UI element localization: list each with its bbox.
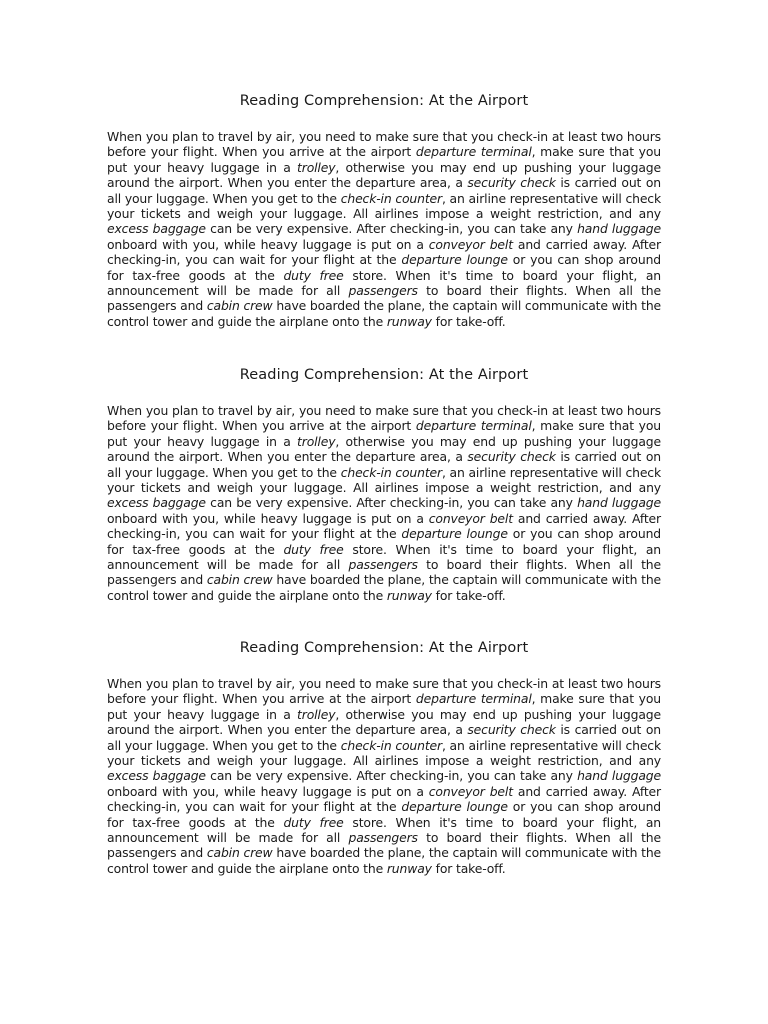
section-paragraph <box>107 129 661 329</box>
key-term: trolley <box>297 433 336 449</box>
key-term: runway <box>386 313 432 329</box>
text-run: can be very expensive. After checking-in, you can take any <box>205 768 578 784</box>
text-run: , make sure that you put your heavy luggage in a <box>107 144 662 175</box>
key-term: conveyor belt <box>428 783 513 799</box>
key-term: runway <box>386 587 432 603</box>
text-run: to board their flights. When all the passengers and <box>107 283 661 314</box>
key-term: security check <box>467 449 556 465</box>
text-run: When you plan to travel by air, you need to make sure that you check-in at least two hours before your flight. When you arrive at the airport <box>107 129 661 160</box>
text-run: to board their flights. When all the passengers and <box>107 830 661 861</box>
key-term: hand luggage <box>577 221 661 237</box>
text-run: onboard with you, while heavy luggage is put on a <box>107 510 429 526</box>
key-term: hand luggage <box>577 768 661 784</box>
text-run: , make sure that you put your heavy luggage in a <box>107 691 662 722</box>
text-run: or you can shop around for tax-free goods at the <box>107 526 661 557</box>
key-term: hand luggage <box>577 495 661 511</box>
key-term: cabin crew <box>206 572 273 588</box>
reading-section-1 <box>107 92 661 329</box>
text-run: and carried away. After checking-in, you can wait for your flight at the <box>107 783 661 815</box>
text-run: store. When it's time to board your flight, an announcement will be made for all <box>107 541 662 573</box>
text-run: , an airline representative will check your tickets and weigh your luggage. All airlines impose a weight restriction, and any <box>107 737 661 769</box>
section-heading: Reading Comprehension: At the Airport <box>239 367 529 383</box>
reading-section-2 <box>107 366 661 603</box>
text-run: or you can shop around for tax-free goods at the <box>107 252 661 283</box>
text-run: When you plan to travel by air, you need to make sure that you check-in at least two hours before your flight. When you arrive at the airport <box>107 403 661 434</box>
text-run: , otherwise you may end up pushing your luggage around the airport. When you enter the departure area, a <box>107 706 661 738</box>
key-term: duty free <box>283 267 344 283</box>
text-run: and carried away. After checking-in, you can wait for your flight at the <box>107 236 661 268</box>
text-run: , an airline representative will check your tickets and weigh your luggage. All airlines impose a weight restriction, and any <box>107 464 661 496</box>
key-term: duty free <box>283 541 344 557</box>
key-term: duty free <box>283 814 344 830</box>
section-paragraph <box>107 403 661 603</box>
text-run: When you plan to travel by air, you need to make sure that you check-in at least two hours before your flight. When you arrive at the airport <box>107 676 661 707</box>
text-run: , make sure that you put your heavy luggage in a <box>107 418 662 449</box>
text-run: is carried out on all your luggage. When you get to the <box>107 175 661 206</box>
key-term: passengers <box>348 830 418 846</box>
text-run: , an airline representative will check your tickets and weigh your luggage. All airlines impose a weight restriction, and any <box>107 190 661 222</box>
text-run: is carried out on all your luggage. When you get to the <box>107 449 661 480</box>
key-term: departure terminal <box>415 418 532 434</box>
key-term: departure terminal <box>415 144 532 160</box>
text-run: store. When it's time to board your flight, an announcement will be made for all <box>107 267 662 299</box>
text-run: to board their flights. When all the passengers and <box>107 557 661 588</box>
text-run: for take-off. <box>431 313 506 329</box>
key-term: excess baggage <box>107 495 206 511</box>
key-term: departure lounge <box>401 252 508 268</box>
text-run: , otherwise you may end up pushing your luggage around the airport. When you enter the departure area, a <box>107 433 661 465</box>
key-term: conveyor belt <box>428 510 513 526</box>
section-paragraph <box>107 676 661 876</box>
key-term: excess baggage <box>107 221 206 237</box>
key-term: passengers <box>348 283 418 299</box>
text-run: have boarded the plane, the captain will communicate with the control tower and guide the airplane onto the <box>107 572 662 603</box>
key-term: security check <box>467 175 556 191</box>
key-term: conveyor belt <box>428 236 513 252</box>
key-term: check-in counter <box>340 464 442 480</box>
key-term: departure lounge <box>401 799 508 815</box>
section-heading: Reading Comprehension: At the Airport <box>239 640 529 656</box>
key-term: trolley <box>297 706 336 722</box>
text-run: can be very expensive. After checking-in, you can take any <box>205 221 578 237</box>
text-run: have boarded the plane, the captain will communicate with the control tower and guide the airplane onto the <box>107 298 662 329</box>
key-term: check-in counter <box>340 190 442 206</box>
key-term: security check <box>467 722 556 738</box>
text-run: , otherwise you may end up pushing your luggage around the airport. When you enter the departure area, a <box>107 159 661 191</box>
text-run: have boarded the plane, the captain will communicate with the control tower and guide the airplane onto the <box>107 845 662 876</box>
text-run: store. When it's time to board your flight, an announcement will be made for all <box>107 814 662 846</box>
key-term: cabin crew <box>206 845 273 861</box>
key-term: passengers <box>348 557 418 573</box>
text-run: onboard with you, while heavy luggage is put on a <box>107 236 429 252</box>
key-term: check-in counter <box>340 737 442 753</box>
section-heading: Reading Comprehension: At the Airport <box>239 93 529 109</box>
text-run: and carried away. After checking-in, you can wait for your flight at the <box>107 510 661 542</box>
text-run: for take-off. <box>431 587 506 603</box>
text-run: or you can shop around for tax-free goods at the <box>107 799 661 830</box>
text-run: is carried out on all your luggage. When you get to the <box>107 722 661 753</box>
text-run: onboard with you, while heavy luggage is put on a <box>107 783 429 799</box>
key-term: departure lounge <box>401 526 508 542</box>
key-term: cabin crew <box>206 298 273 314</box>
reading-section-3 <box>107 639 661 876</box>
key-term: trolley <box>297 159 336 175</box>
key-term: excess baggage <box>107 768 206 784</box>
key-term: departure terminal <box>415 691 532 707</box>
text-run: for take-off. <box>431 860 506 876</box>
text-run: can be very expensive. After checking-in, you can take any <box>205 495 578 511</box>
key-term: runway <box>386 860 432 876</box>
